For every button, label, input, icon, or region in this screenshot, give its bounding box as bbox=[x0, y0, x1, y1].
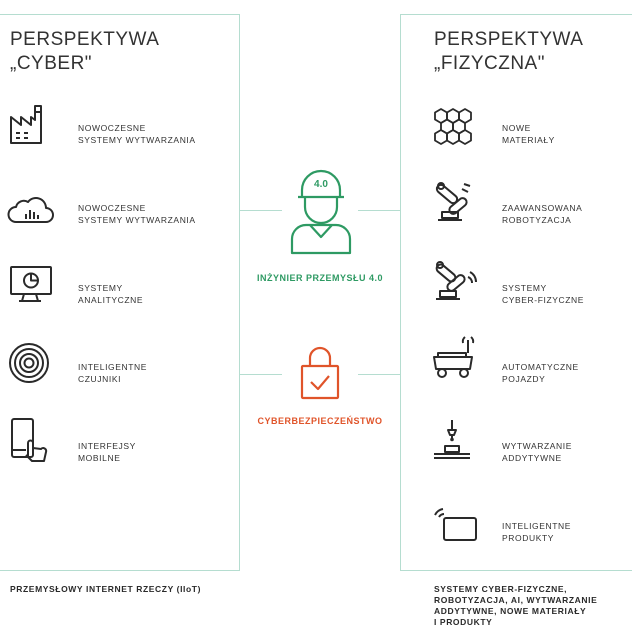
left-title-line2: „CYBER" bbox=[10, 53, 93, 74]
right-item-2-label: ZAAWANSOWANA ROBOTYZACJA bbox=[502, 203, 583, 225]
right-panel-title bbox=[434, 28, 583, 76]
left-panel-title bbox=[10, 28, 159, 76]
right-item-5-label: WYTWARZANIE ADDYTYWNE bbox=[502, 441, 573, 463]
3d-printer-icon bbox=[432, 418, 476, 462]
left-item-4-label: INTELIGENTNE CZUJNIKI bbox=[78, 362, 148, 384]
factory-icon bbox=[8, 103, 52, 147]
connector-security-left bbox=[240, 374, 282, 375]
smart-product-icon bbox=[432, 508, 476, 552]
connector-engineer-left bbox=[240, 210, 282, 211]
left-item-5-label: INTERFEJSY MOBILNE bbox=[78, 441, 136, 463]
mobile-touch-icon bbox=[8, 418, 52, 462]
right-title-line1: PERSPEKTYWA bbox=[434, 29, 584, 50]
cloud-icon bbox=[8, 190, 52, 234]
right-footer: SYSTEMY CYBER-FIZYCZNE, ROBOTYZACJA, AI, WYTWARZANIE ADDYTYWNE, NOWE MATERIAŁY I PRODUKTY bbox=[434, 584, 598, 627]
right-panel-left-border bbox=[400, 14, 401, 571]
right-item-1-label: NOWE MATERIAŁY bbox=[502, 123, 555, 145]
left-item-3-label: SYSTEMY ANALITYCZNE bbox=[78, 283, 144, 305]
left-item-1-label: NOWOCZESNE SYSTEMY WYTWARZANIA bbox=[78, 123, 196, 145]
engineer-icon bbox=[289, 163, 353, 255]
analytics-monitor-icon bbox=[8, 263, 52, 307]
security-label: CYBERBEZPIECZEŃSTWO bbox=[257, 416, 383, 426]
right-item-6-label: INTELIGENTNE PRODUKTY bbox=[502, 521, 572, 543]
sensor-icon bbox=[8, 341, 52, 385]
robot-arm-icon bbox=[432, 178, 476, 222]
connector-engineer-right bbox=[358, 210, 400, 211]
left-panel-right-border bbox=[239, 14, 240, 571]
right-panel-bottom-border bbox=[400, 570, 632, 571]
lock-shield-icon bbox=[299, 346, 341, 400]
left-footer: PRZEMYSŁOWY INTERNET RZECZY (IIoT) bbox=[10, 584, 202, 594]
connector-security-right bbox=[358, 374, 400, 375]
right-title-line2: „FIZYCZNA" bbox=[434, 53, 545, 74]
hexagon-materials-icon bbox=[432, 105, 476, 149]
right-item-3-label: SYSTEMY CYBER-FIZYCZNE bbox=[502, 283, 585, 305]
right-panel-top-border bbox=[400, 14, 632, 15]
left-panel-top-border bbox=[0, 14, 240, 15]
right-item-4-label: AUTOMATYCZNE POJAZDY bbox=[502, 362, 579, 384]
left-item-2-label: NOWOCZESNE SYSTEMY WYTWARZANIA bbox=[78, 203, 196, 225]
left-panel-bottom-border bbox=[0, 570, 240, 571]
left-title-line1: PERSPEKTYWA bbox=[10, 29, 160, 50]
wireless-robot-arm-icon bbox=[432, 257, 476, 301]
engineer-badge: 4.0 bbox=[314, 179, 328, 190]
autonomous-vehicle-icon bbox=[432, 335, 476, 379]
engineer-label: INŻYNIER PRZEMYSŁU 4.0 bbox=[256, 273, 384, 283]
